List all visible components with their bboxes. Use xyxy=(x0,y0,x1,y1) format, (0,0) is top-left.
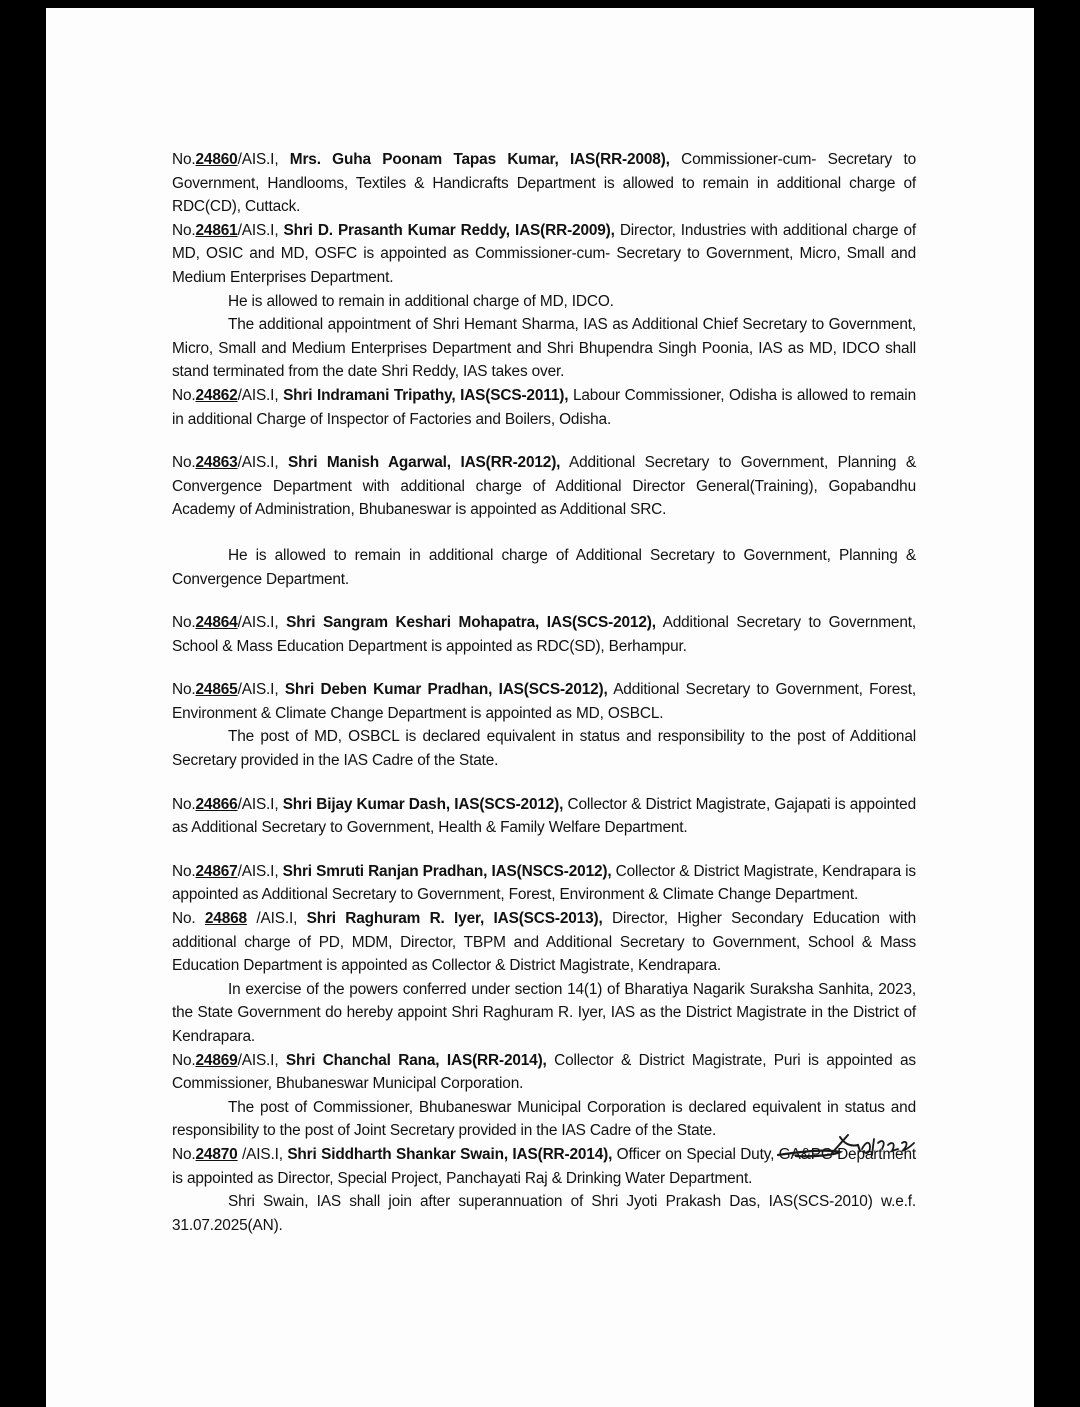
order-24860: No.24860/AIS.I, Mrs. Guha Poonam Tapas Kumar, IAS(RR-2008), Commissioner-cum- Secretary to Government, Handlooms, Textiles & Handicrafts Department is allowed to remain in additional charge of RDC(CD), Cuttack. xyxy=(172,151,916,216)
paragraph-bmc-equivalence: The post of Commissioner, Bhubaneswar Municipal Corporation is declared equivalent in status and responsibility to the post of Joint Secretary provided in the IAS Cadre of the State. xyxy=(172,1098,916,1140)
signature xyxy=(774,1125,924,1165)
order-prefix: No. xyxy=(172,1145,196,1163)
order-number: 24862 xyxy=(195,386,238,404)
order-24866: No.24866/AIS.I, Shri Bijay Kumar Dash, IAS(SCS-2012), Collector & District Magistrate, Gajapati is appointed as Additional Secretary to Government, Health & Family Welfare Department. xyxy=(172,795,917,837)
order-24867: No.24867/AIS.I, Shri Smruti Ranjan Pradhan, IAS(NSCS-2012), Collector & District Magistrate, Kendrapara is appointed as Additional Secretary to Government, Forest, Environment & Climate Change Department. xyxy=(172,862,916,904)
order-24863: No.24863/AIS.I, Shri Manish Agarwal, IAS(RR-2012), Additional Secretary to Government, Planning & Convergence Department with additional charge of Additional Director General(Training), Gopabandhu Academy of Administration, Bhubaneswar is appointed as Additional SRC. xyxy=(172,454,916,519)
officer-name: Shri Sangram Keshari Mohapatra, IAS(SCS-2012), xyxy=(286,614,656,632)
paragraph-osbcl-equivalence: The post of MD, OSBCL is declared equivalent in status and responsibility to the post of Additional Secretary provided in the IAS Cadre of the State. xyxy=(172,728,916,770)
order-prefix: No. xyxy=(172,454,196,472)
order-24869: No.24869/AIS.I, Shri Chanchal Rana, IAS(RR-2014), Collector & District Magistrate, Puri is appointed as Commissioner, Bhubaneswar Municipal Corporation. xyxy=(172,1051,916,1093)
order-prefix: No. xyxy=(172,151,196,168)
order-24864: No.24864/AIS.I, Shri Sangram Keshari Mohapatra, IAS(SCS-2012), Additional Secretary to Government, School & Mass Education Department is appointed as RDC(SD), Berhampur. xyxy=(172,614,916,655)
officer-name: Shri Indramani Tripathy, IAS(SCS-2011), xyxy=(283,386,569,404)
order-number: 24867 xyxy=(195,862,238,880)
order-number: 24866 xyxy=(195,795,238,813)
officer-name: Shri Manish Agarwal, IAS(RR-2012), xyxy=(288,454,561,472)
officer-name: Shri Chanchal Rana, IAS(RR-2014), xyxy=(285,1051,547,1069)
order-number: 24869 xyxy=(195,1051,238,1069)
paragraph-planning-charge: He is allowed to remain in additional charge of Additional Secretary to Government, Planning & Convergence Department. xyxy=(172,546,916,588)
paragraph-joining-note: Shri Swain, IAS shall join after superannuation of Shri Jyoti Prakash Das, IAS(SCS-2010) w.e.f. 31.07.2025(AN). xyxy=(172,1193,916,1234)
officer-name: Shri Bijay Kumar Dash, IAS(SCS-2012), xyxy=(282,795,564,813)
order-number: 24861 xyxy=(195,221,238,239)
order-prefix: No. xyxy=(172,614,196,632)
paragraph-idco-charge: He is allowed to remain in additional charge of MD, IDCO. xyxy=(228,292,614,310)
order-number: 24868 xyxy=(204,910,247,928)
order-24862: No.24862/AIS.I, Shri Indramani Tripathy, IAS(SCS-2011), Labour Commissioner, Odisha is allowed to remain in additional Charge of Inspector of Factories and Boilers, Odisha. xyxy=(172,386,916,428)
officer-name: Shri Deben Kumar Pradhan, IAS(SCS-2012), xyxy=(284,681,608,699)
order-24868: No. 24868 /AIS.I, Shri Raghuram R. Iyer, IAS(SCS-2013), Director, Higher Secondary Education with additional charge of PD, MDM, Director, TBPM and Additional Secretary to Government, School & Mass Education Department is appointed as Collector & District Magistrate, Kendrapara. xyxy=(172,910,916,975)
officer-name: Shri D. Prasanth Kumar Reddy, IAS(RR-2009), xyxy=(283,221,615,239)
order-number: 24870 xyxy=(195,1145,238,1163)
order-prefix: No. xyxy=(172,910,205,928)
order-24861: No.24861/AIS.I, Shri D. Prasanth Kumar Reddy, IAS(RR-2009), Director, Industries with additional charge of MD, OSIC and MD, OSFC is appointed as Commissioner-cum- Secretary to Government, Micro, Small and Medium Enterprises Department. xyxy=(172,221,916,286)
officer-name: Mrs. Guha Poonam Tapas Kumar, IAS(RR-2008), xyxy=(289,151,670,168)
order-number: 24864 xyxy=(195,614,238,632)
order-number: 24860 xyxy=(195,151,238,168)
document-body xyxy=(172,148,916,1237)
order-prefix: No. xyxy=(172,795,196,813)
order-prefix: No. xyxy=(172,1051,196,1069)
order-prefix: No. xyxy=(172,386,196,404)
document-page xyxy=(46,8,1034,1407)
order-prefix: No. xyxy=(172,221,196,239)
order-prefix: No. xyxy=(172,681,196,699)
officer-name: Shri Raghuram R. Iyer, IAS(SCS-2013), xyxy=(306,910,603,928)
paragraph-termination: The additional appointment of Shri Hemant Sharma, IAS as Additional Chief Secretary to Government, Micro, Small and Medium Enterprises Department and Shri Bhupendra Singh Poonia, IAS as MD, IDCO shall stand terminated from the date Shri Reddy, IAS takes over. xyxy=(172,316,916,381)
officer-name: Shri Smruti Ranjan Pradhan, IAS(NSCS-2012), xyxy=(282,862,612,880)
order-number: 24863 xyxy=(195,454,238,472)
paragraph-district-magistrate: In exercise of the powers conferred under section 14(1) of Bharatiya Nagarik Suraksha Sanhita, 2023, the State Government do hereby appoint Shri Raghuram R. Iyer, IAS as the District Magistrate in the District of Kendrapara. xyxy=(172,980,916,1045)
order-number: 24865 xyxy=(195,681,238,699)
order-24865: No.24865/AIS.I, Shri Deben Kumar Pradhan, IAS(SCS-2012), Additional Secretary to Government, Forest, Environment & Climate Change Department is appointed as MD, OSBCL. xyxy=(172,681,916,722)
order-prefix: No. xyxy=(172,862,196,880)
officer-name: Shri Siddharth Shankar Swain, IAS(RR-2014), xyxy=(287,1145,613,1163)
order-24870: No.24870 /AIS.I, Shri Siddharth Shankar Swain, IAS(RR-2014), Officer on Special Duty, GA&PG Department is appointed as Director, Special Project, Panchayati Raj & Drinking Water Department. xyxy=(172,1145,916,1187)
